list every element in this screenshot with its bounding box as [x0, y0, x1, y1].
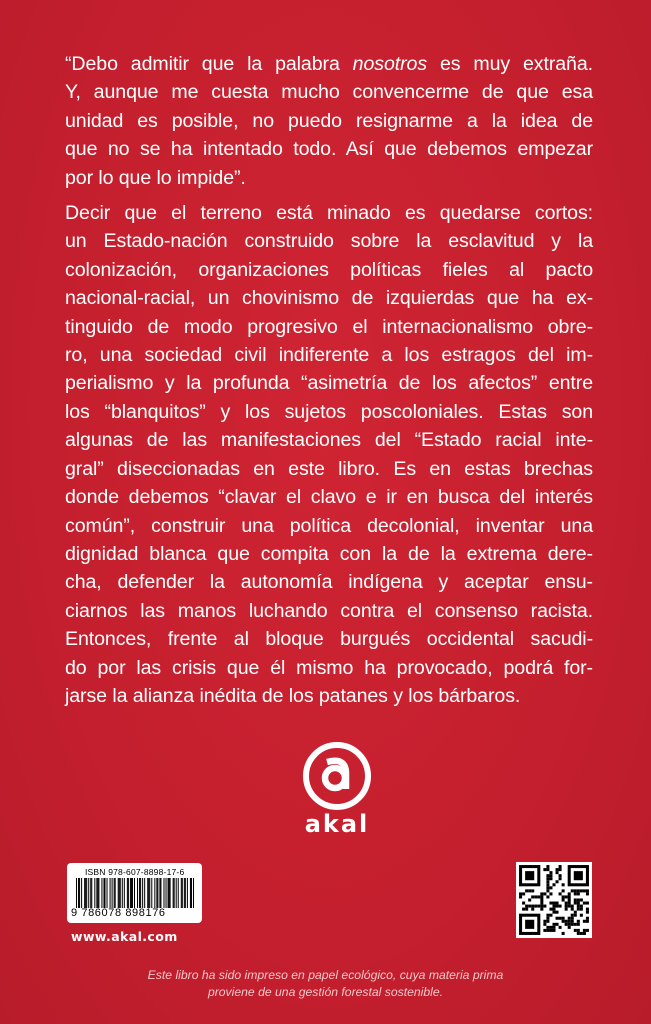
blurb-line: común”, construir una política decolonial, inventar una: [65, 514, 593, 537]
blurb-line: perialismo y la profunda “asimetría de los afectos” entre: [65, 372, 593, 395]
notice-line: Este libro ha sido impreso en papel ecológico, cuya materia prima: [147, 968, 504, 982]
blurb-line: gral” diseccionadas en este libro. Es en estas brechas: [65, 457, 593, 480]
emphasis-nosotros: nosotros: [352, 53, 428, 75]
blurb-line: un Estado-nación construido sobre la esclavitud y la: [65, 230, 593, 253]
blurb-line: tinguido de modo progresivo el internacionalismo obre-: [65, 315, 593, 338]
akal-a-circle-icon: [301, 740, 373, 812]
isbn-label: ISBN 978-607-8898-17-6: [85, 867, 185, 877]
blurb-line: los “blanquitos” y los sujetos poscoloniales. Estas son: [65, 400, 593, 423]
blurb-line: Decir que el terreno está minado es quedarse cortos:: [65, 202, 593, 225]
blurb-line: ciarnos las manos luchando contra el consenso racista.: [65, 599, 593, 622]
blurb-line: nacional-racial, un chovinismo de izquierdas que ha ex-: [65, 287, 593, 310]
barcode-bars: [76, 878, 194, 908]
blurb-line: por lo que lo impide”.: [65, 166, 246, 189]
blurb-line: ro, una sociedad civil indiferente a los estragos del im-: [65, 344, 593, 367]
blurb-line: jarse la alianza inédita de los patanes y los bárbaros.: [65, 684, 521, 707]
blurb-line: colonización, organizaciones políticas fieles al pacto: [65, 258, 593, 281]
blurb-line: unidad es posible, no puedo resignarme a la idea de: [65, 109, 593, 132]
blurb-line: algunas de las manifestaciones del “Estado racial inte-: [65, 429, 593, 452]
blurb-line: donde debemos “clavar el clavo e ir en busca del interés: [65, 486, 593, 509]
publisher-name: akal: [304, 810, 370, 838]
publisher-logo: [297, 740, 377, 850]
blurb-line: do por las crisis que él mismo ha provocado, podrá for-: [65, 656, 593, 679]
blurb-line: que no se ha intentado todo. Así que debemos empezar: [65, 138, 593, 161]
isbn-barcode: [67, 863, 202, 923]
back-cover-blurb: [65, 50, 593, 710]
quote-paragraph: [65, 50, 593, 192]
blurb-line: dignidad blanca que compita con la de la extrema dere-: [65, 542, 593, 565]
barcode-digits: 9 786078 898176: [71, 907, 166, 919]
eco-paper-notice: [60, 967, 591, 1001]
blurb-line: cha, defender la autonomía indígena y aceptar ensu-: [65, 571, 593, 594]
qr-code-icon: [516, 862, 592, 938]
notice-line: proviene de una gestión forestal sostenible.: [207, 985, 444, 999]
blurb-line: Y, aunque me cuesta mucho convencerme de que esa: [65, 81, 593, 104]
blurb-line: Entonces, frente al bloque burgués occidental sacudi-: [65, 628, 593, 651]
publisher-website[interactable]: www.akal.com: [71, 929, 178, 944]
blurb-line: “Debo admitir que la palabra nosotros es muy extraña.: [65, 53, 593, 75]
description-paragraph: [65, 199, 593, 710]
